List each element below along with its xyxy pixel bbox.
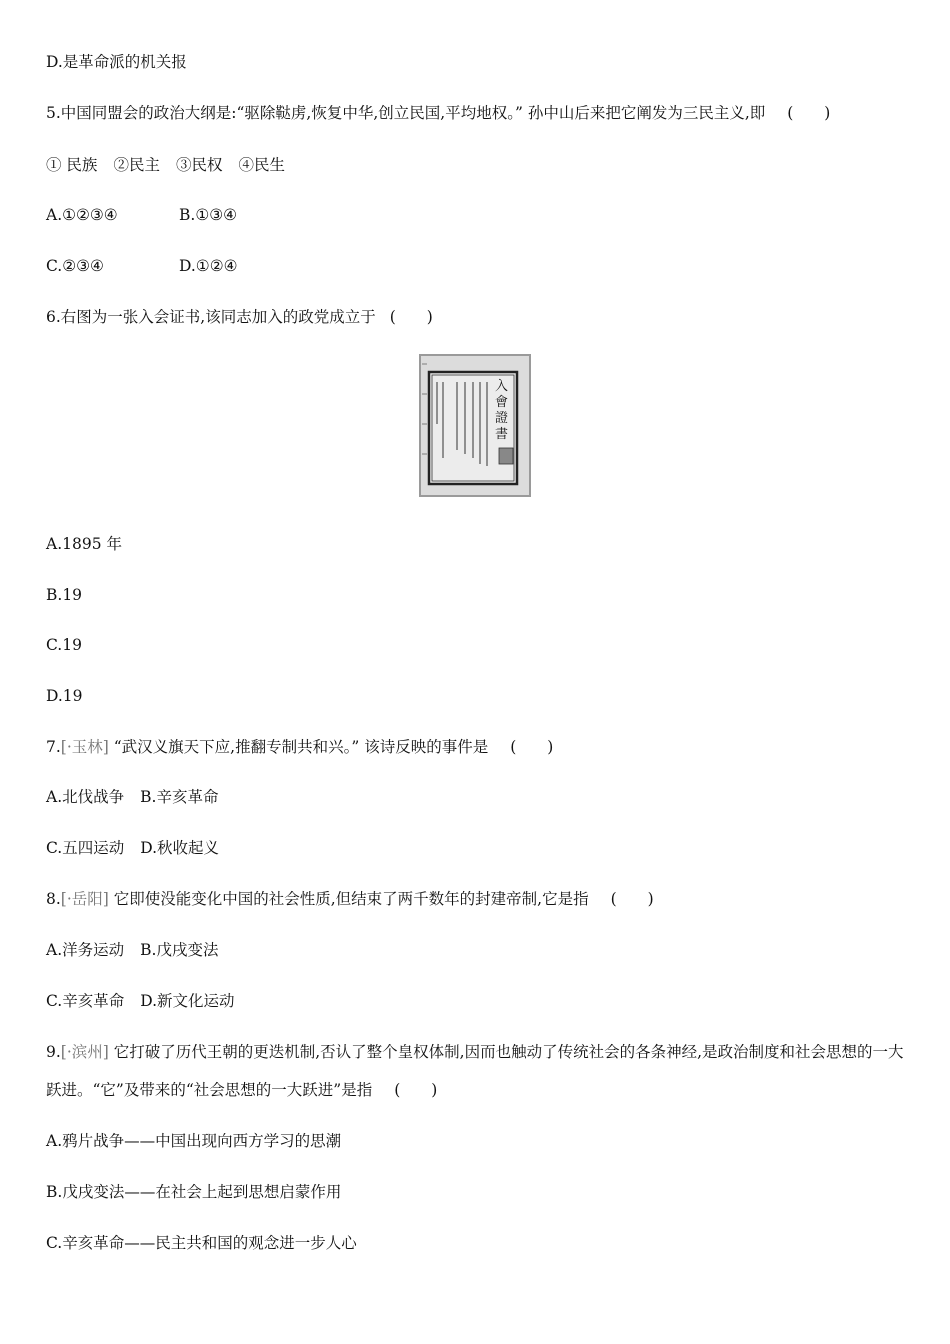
- q8-source-tag: [·岳阳]: [60, 890, 109, 908]
- q9-number: 9.: [46, 1043, 61, 1061]
- certificate-title-char-1: 入: [495, 379, 509, 394]
- q6-question: [46, 307, 433, 327]
- q5-option-b: B.①③④: [179, 206, 238, 224]
- q9-option-c: C.辛亥革命——民主共和国的观念进一步人心: [46, 1234, 357, 1252]
- q5-answer-paren: ( ): [787, 104, 831, 122]
- q8-options-ab: [46, 940, 218, 960]
- q7-number: 7.: [46, 738, 61, 756]
- certificate-title-char-4: 書: [495, 427, 509, 442]
- q8-options-cd: [46, 991, 235, 1011]
- q6-option-b: B.19: [46, 586, 83, 604]
- q9-question: [46, 1033, 906, 1109]
- q5-options-cd: [46, 256, 238, 276]
- q9-stem: 它打破了历代王朝的更迭机制,否认了整个皇权体制,因而也触动了传统社会的各条神经,是政治制度和社会思想的一大跃进。“它”及带来的“社会思想的一大跃进”是指: [46, 1043, 904, 1099]
- q6-option-c: C.19: [46, 636, 82, 654]
- q6-answer-paren: ( ): [389, 308, 433, 326]
- q8-option-c: C.辛亥革命: [46, 992, 125, 1010]
- q9-option-b: B.戊戌变法——在社会上起到思想启蒙作用: [46, 1183, 342, 1201]
- q7-option-b: B.辛亥革命: [140, 788, 219, 806]
- q8-answer-paren: ( ): [610, 890, 654, 908]
- q9-answer-paren: ( ): [394, 1081, 438, 1099]
- q6-stem: 6.右图为一张入会证书,该同志加入的政党成立于: [46, 308, 376, 326]
- certificate-title-char-2: 會: [495, 395, 509, 410]
- q8-question: [46, 889, 654, 909]
- q5-options-ab: [46, 205, 237, 225]
- q6-option-d: D.19: [46, 687, 83, 705]
- q5-item-1: ① 民族: [46, 156, 98, 174]
- q5-item-2: ②民主: [113, 156, 160, 174]
- q7-source-tag: [·玉林]: [60, 738, 109, 756]
- q5-question: [46, 103, 830, 123]
- certificate-title-char-3: 證: [495, 411, 509, 426]
- q7-option-a: A.北伐战争: [46, 788, 125, 806]
- q8-option-a: A.洋务运动: [46, 941, 125, 959]
- q9-option-a: A.鸦片战争——中国出现向西方学习的思潮: [46, 1132, 342, 1150]
- q8-option-b: B.戊戌变法: [140, 941, 219, 959]
- q5-option-c: C.②③④: [46, 257, 104, 275]
- q5-option-a: A.①②③④: [46, 206, 118, 224]
- q7-question: [46, 737, 553, 757]
- q5-item-4: ④民生: [238, 156, 285, 174]
- q8-number: 8.: [46, 890, 61, 908]
- q4-option-d: D.是革命派的机关报: [46, 53, 187, 71]
- q8-stem: 它即使没能变化中国的社会性质,但结束了两千数年的封建帝制,它是指: [108, 890, 589, 908]
- membership-certificate-image: [419, 354, 531, 497]
- q5-item-3: ③民权: [175, 156, 223, 174]
- q5-items: [46, 155, 285, 175]
- q7-stem: “武汉义旗天下应,推翻专制共和兴。” 该诗反映的事件是: [108, 738, 489, 756]
- q7-options-ab: [46, 787, 218, 807]
- q7-option-d: D.秋收起义: [140, 839, 220, 857]
- q5-stem: 5.中国同盟会的政治大纲是:“驱除鞑虏,恢复中华,创立民国,平均地权。” 孙中山后来把它阐发为三民主义,即: [46, 104, 766, 122]
- q7-option-c: C.五四运动: [46, 839, 125, 857]
- q6-option-a: A.1895 年: [46, 535, 122, 553]
- q5-option-d: D.①②④: [179, 257, 238, 275]
- q8-option-d: D.新文化运动: [140, 992, 235, 1010]
- q9-source-tag: [·滨州]: [60, 1043, 109, 1061]
- q7-answer-paren: ( ): [510, 738, 554, 756]
- q7-options-cd: [46, 838, 219, 858]
